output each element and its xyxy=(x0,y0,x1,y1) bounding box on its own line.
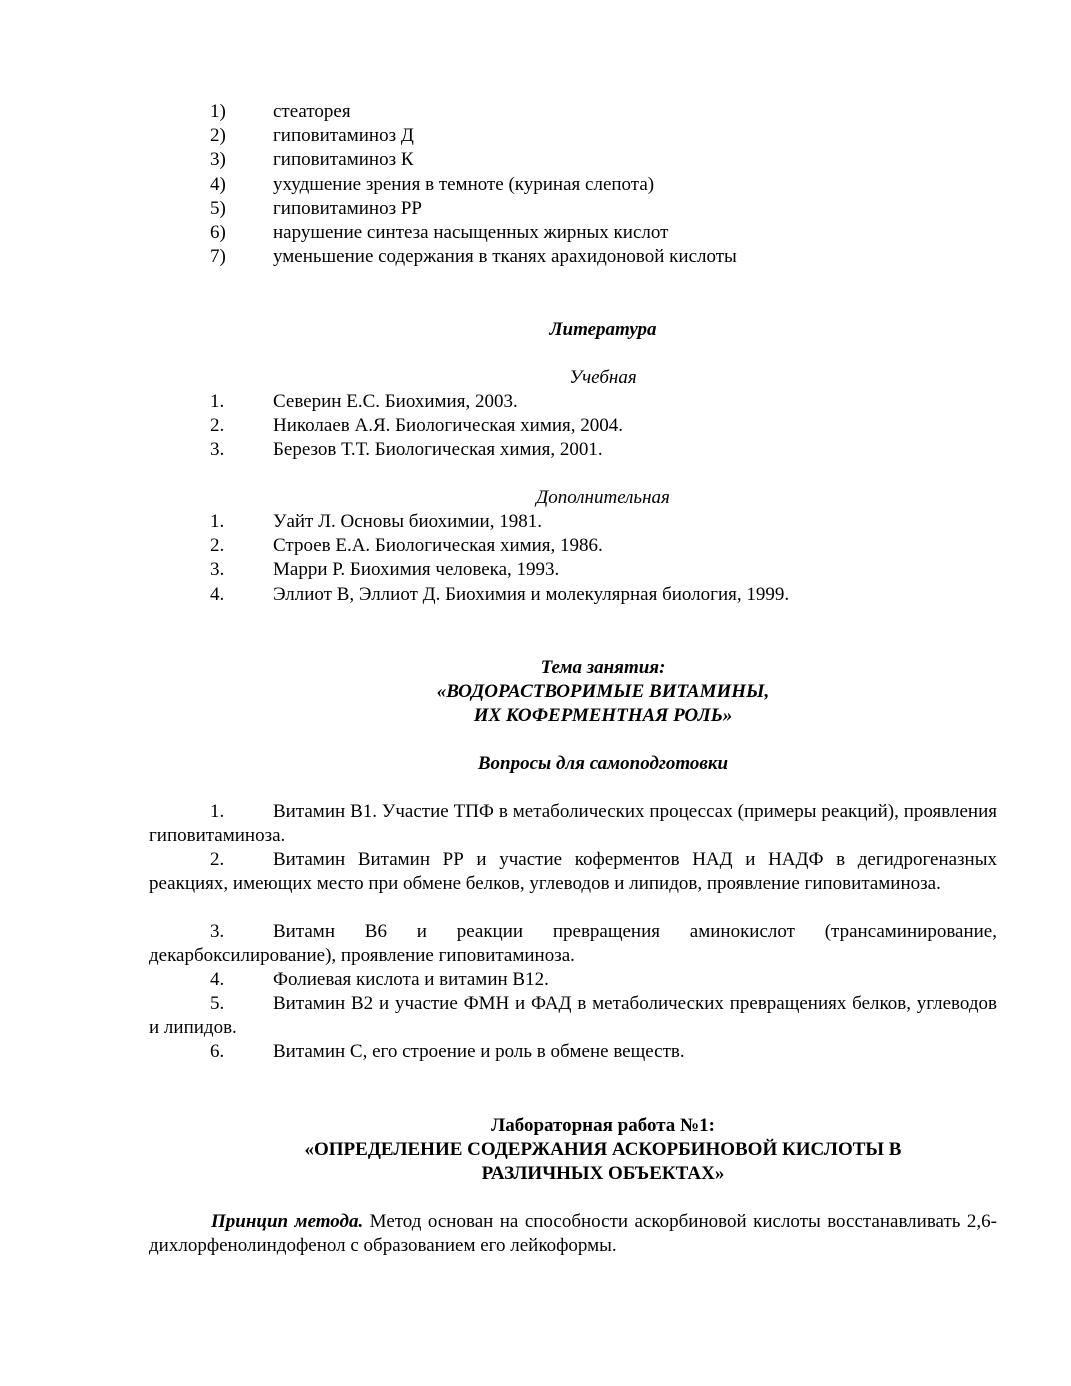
lab-subtitle-line-1: «ОПРЕДЕЛЕНИЕ СОДЕРЖАНИЯ АСКОРБИНОВОЙ КИСЛОТЫ В xyxy=(304,1139,902,1160)
list-item xyxy=(0,173,1071,197)
extra-literature-heading: Дополнительная xyxy=(536,487,670,508)
question-item xyxy=(149,920,997,968)
list-item xyxy=(0,414,1071,438)
question-text: Витамин В2 и участие ФМН и ФАД в метаболических превращениях белков, углеводов и липидов. xyxy=(149,993,997,1039)
list-item-text: Эллиот В, Эллиот Д. Биохимия и молекулярная биология, 1999. xyxy=(273,583,790,605)
list-item xyxy=(0,148,1071,172)
list-item-number: 4) xyxy=(210,173,226,195)
list-item-number: 2. xyxy=(210,415,225,437)
lab-title: Лабораторная работа №1: xyxy=(491,1115,715,1136)
list-item-number: 2) xyxy=(210,125,226,147)
literature-heading: Литература xyxy=(549,319,657,340)
list-item-text: гиповитаминоз Д xyxy=(273,125,414,147)
list-item xyxy=(0,558,1071,582)
question-number: 1. xyxy=(210,801,225,822)
list-item-number: 6) xyxy=(210,221,226,243)
consequences-list xyxy=(0,100,1071,269)
list-item-text: Николаев А.Я. Биологическая химия, 2004. xyxy=(273,415,623,437)
list-item-text: Северин Е.С. Биохимия, 2003. xyxy=(273,391,518,412)
method-principle-label: Принцип метода. xyxy=(211,1211,364,1232)
list-item-number: 4. xyxy=(210,583,225,605)
list-item-number: 7) xyxy=(210,246,226,268)
question-number: 6. xyxy=(210,1041,225,1062)
list-item-text: гиповитаминоз К xyxy=(273,149,414,171)
question-item xyxy=(149,800,997,848)
list-item xyxy=(0,438,1071,462)
question-number: 3. xyxy=(210,921,225,942)
list-item-number: 1. xyxy=(210,511,225,532)
question-text: Витамн В6 и реакции превращения аминокислот (трансаминирование, декарбоксилирование), проявление гиповитаминоза. xyxy=(149,921,997,967)
question-number: 5. xyxy=(210,993,225,1014)
question-item xyxy=(149,968,997,992)
list-item xyxy=(0,583,1071,607)
method-principle-text: Метод основан на способности аскорбиновой кислоты восстанавливать 2,6-дихлорфенолиндофенол с образованием его лейкоформы. xyxy=(149,1211,997,1257)
list-item-text: ухудшение зрения в темноте (куриная слепота) xyxy=(273,173,655,195)
list-item xyxy=(0,390,1071,414)
list-item-text: стеаторея xyxy=(273,101,351,122)
question-text: Витамин Витамин РР и участие коферментов НАД и НАДФ в дегидрогеназных реакциях, имеющих место при обмене белков, углеводов и липидов, проявление гиповитаминоза. xyxy=(149,849,997,895)
list-item xyxy=(0,100,1071,124)
list-item-number: 3. xyxy=(210,559,225,581)
question-item xyxy=(149,1040,997,1064)
list-item-number: 1) xyxy=(210,101,226,122)
basic-literature-list xyxy=(0,390,1071,463)
method-principle-paragraph xyxy=(149,1210,997,1258)
extra-literature-list xyxy=(0,510,1071,607)
question-number: 2. xyxy=(210,849,225,870)
list-item-number: 2. xyxy=(210,535,225,557)
list-item xyxy=(0,534,1071,558)
question-number: 4. xyxy=(210,969,225,990)
list-item-text: гиповитаминоз РР xyxy=(273,197,422,219)
list-item xyxy=(0,245,1071,269)
questions-heading: Вопросы для самоподготовки xyxy=(477,753,729,774)
list-item-text: Березов Т.Т. Биологическая химия, 2001. xyxy=(273,439,603,461)
question-text: Витамин С, его строение и роль в обмене веществ. xyxy=(273,1041,685,1062)
list-item-number: 1. xyxy=(210,391,225,412)
list-item-number: 5) xyxy=(210,197,226,219)
question-text: Витамин В1. Участие ТПФ в метаболических процессах (примеры реакций), проявления гиповитаминоза. xyxy=(149,801,997,847)
list-item-text: Строев Е.А. Биологическая химия, 1986. xyxy=(273,535,603,557)
lab-subtitle-line-2: РАЗЛИЧНЫХ ОБЪЕКТАХ» xyxy=(481,1163,725,1184)
list-item-number: 3) xyxy=(210,149,226,171)
topic-label: Тема занятия: xyxy=(540,657,666,678)
list-item-text: нарушение синтеза насыщенных жирных кислот xyxy=(273,221,669,243)
topic-title-line-1: «ВОДОРАСТВОРИМЫЕ ВИТАМИНЫ, xyxy=(436,681,770,702)
topic-title-line-2: ИХ КОФЕРМЕНТНАЯ РОЛЬ» xyxy=(473,705,733,726)
question-item xyxy=(149,848,997,896)
list-item xyxy=(0,197,1071,221)
list-item-text: уменьшение содержания в тканях арахидоновой кислоты xyxy=(273,246,737,268)
list-item xyxy=(0,510,1071,534)
question-item xyxy=(149,992,997,1040)
list-item-text: Марри Р. Биохимия человека, 1993. xyxy=(273,559,560,581)
list-item xyxy=(0,124,1071,148)
list-item-number: 3. xyxy=(210,439,225,461)
basic-literature-heading: Учебная xyxy=(569,367,637,388)
list-item-text: Уайт Л. Основы биохимии, 1981. xyxy=(273,511,542,532)
list-item xyxy=(0,221,1071,245)
question-text: Фолиевая кислота и витамин В12. xyxy=(273,969,549,990)
